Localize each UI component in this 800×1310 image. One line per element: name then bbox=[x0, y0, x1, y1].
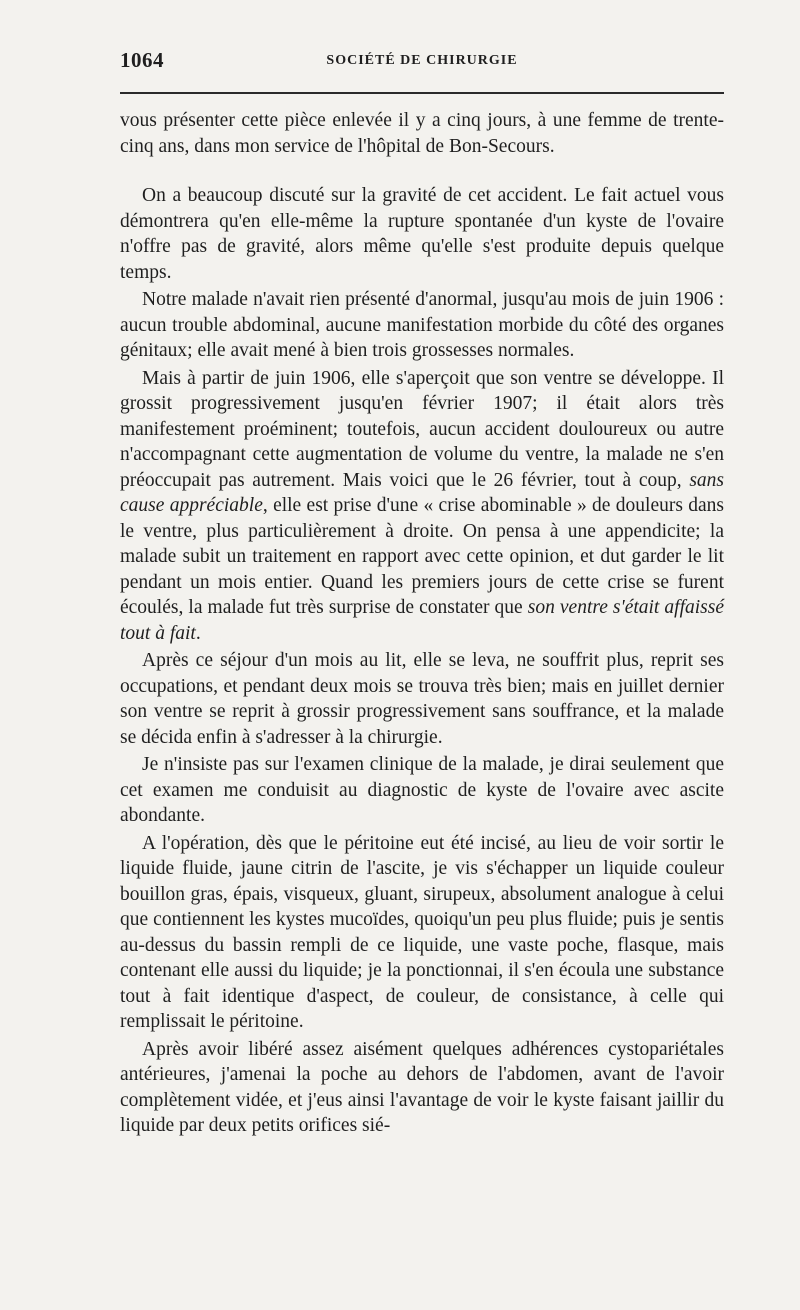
italic-phrase: son ventre s'était affaissé tout à fait bbox=[120, 597, 724, 644]
paragraph bbox=[120, 366, 724, 647]
paragraph: Notre malade n'avait rien présenté d'anormal, jusqu'au mois de juin 1906 : aucun trouble abdominal, aucune manifestation morbide du côté des organes génitaux; elle avait mené à bien trois grossesses normales. bbox=[120, 289, 724, 361]
paragraph: Après ce séjour d'un mois au lit, elle se leva, ne souffrit plus, reprit ses occupations, et pendant deux mois se trouva très bien; mais en juillet dernier son ventre se reprit à grossir progressivement sans souffrance, et la malade se décida enfin à s'adresser à la chirurgie. bbox=[120, 650, 724, 748]
page-number: 1064 bbox=[120, 48, 164, 72]
paragraph: Je n'insiste pas sur l'examen clinique de la malade, je dirai seulement que cet examen me conduisit au diagnostic de kyste de l'ovaire avec ascite abondante. bbox=[120, 754, 724, 826]
page-header bbox=[120, 48, 724, 76]
paragraph-segment: . bbox=[195, 622, 201, 644]
running-title: SOCIÉTÉ DE CHIRURGIE bbox=[326, 53, 518, 68]
paragraph-segment: , elle est prise d'une « crise abominable » de douleurs dans le ventre, plus particulièrement à droite. On pensa à une appendicite; la malade subit un traitement en rapport avec cette opinion, et dut garder le lit pendant un mois entier. Quand les premiers jours de cette crise se furent écoulés, la malade fut très surprise de constater que bbox=[120, 495, 725, 618]
paragraph: vous présenter cette pièce enlevée il y a cinq jours, à une femme de trente-cinq ans, dans mon service de l'hôpital de Bon-Secours. bbox=[120, 110, 724, 157]
italic-phrase: sans cause appréciable bbox=[120, 469, 724, 516]
paragraph: A l'opération, dès que le péritoine eut été incisé, au lieu de voir sortir le liquide fluide, jaune citrin de l'ascite, je vis s'échapper un liquide couleur bouillon gras, épais, visqueux, gluant, sirupeux, absolument analogue à celui que contiennent les kystes mucoïdes, quoiqu'un peu plus fluide; puis je sentis au-dessus du bassin rempli de ce liquide, une vaste poche, flasque, mais contenant elle aussi du liquide; je la ponctionnai, il s'en écoula une substance tout à fait identique d'aspect, de couleur, de consistance, à celle qui remplissait le péritoine. bbox=[120, 832, 724, 1032]
header-rule bbox=[120, 92, 724, 94]
body-text bbox=[120, 108, 724, 1139]
paragraph: Après avoir libéré assez aisément quelques adhérences cystopariétales antérieures, j'amenai la poche au dehors de l'abdomen, avant de l'avoir complètement vidée, et j'eus ainsi l'avantage de voir le kyste faisant jaillir du liquide par deux petits orifices sié- bbox=[120, 1038, 724, 1136]
paragraph-segment: Mais à partir de juin 1906, elle s'aperçoit que son ventre se développe. Il grossit progressivement jusqu'en février 1907; il était alors très manifestement proéminent; toutefois, aucun accident douloureux ou autre n'accompagnant cette augmentation de volume du ventre, la malade ne s'en préoccupait pas autrement. Mais voici que le 26 février, tout à coup, bbox=[120, 367, 724, 491]
paragraph: On a beaucoup discuté sur la gravité de cet accident. Le fait actuel vous démontrera qu'en elle-même la rupture spontanée d'un kyste de l'ovaire n'offre pas de gravité, alors même qu'elle s'est produite depuis quelque temps. bbox=[120, 185, 724, 283]
